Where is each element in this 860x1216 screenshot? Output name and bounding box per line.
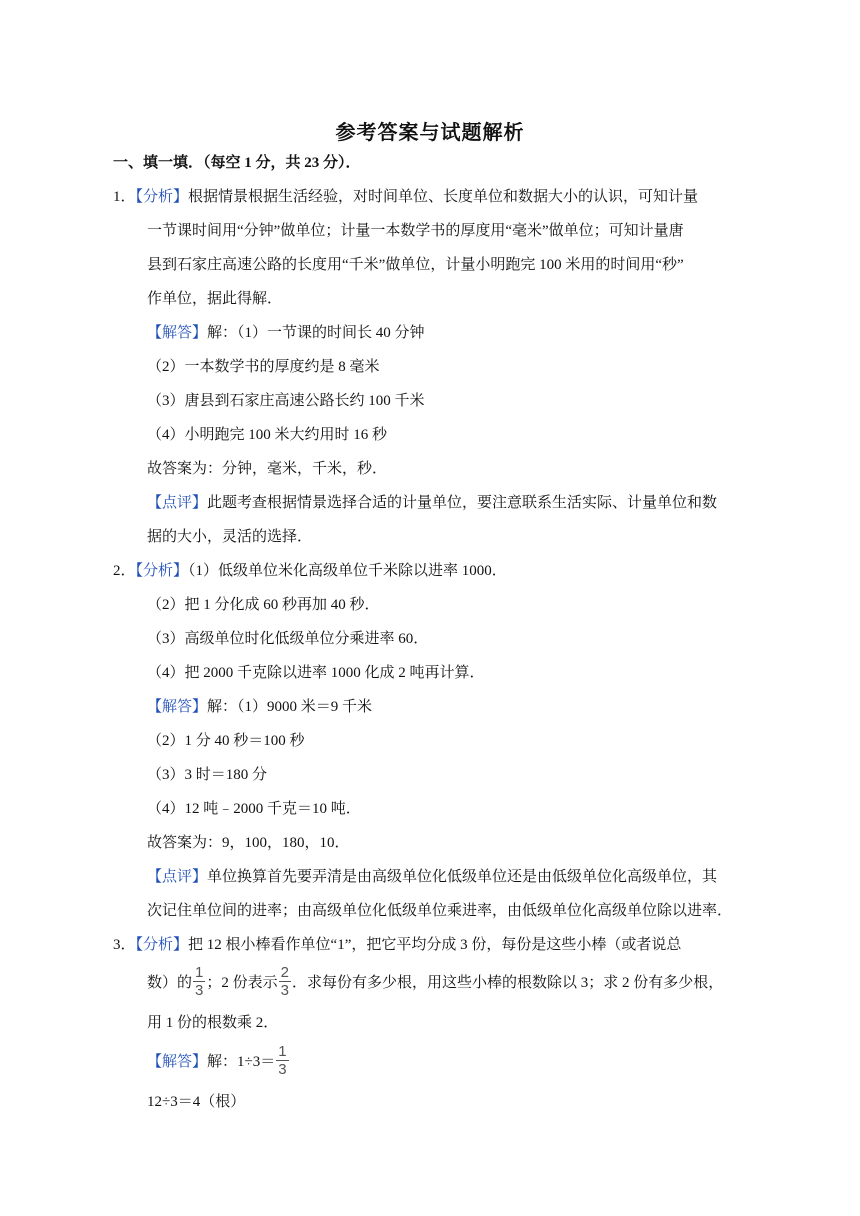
fraction-numerator: 1: [278, 1043, 287, 1061]
analysis-tag: 【分析】: [135, 189, 189, 205]
q3-line: [113, 935, 681, 955]
q3-analysis-2c: ．求每份有多少根，用这些小棒的根数除以 3；求 2 份有多少根，: [291, 975, 724, 991]
q3-answer-line: [147, 1042, 290, 1082]
q1-line: [113, 187, 698, 207]
q2-line: [113, 561, 507, 581]
q2-analysis-4: （4）把 2000 千克除以进率 1000 化成 2 吨再计算．: [147, 665, 485, 681]
q2-analysis-1: （1）低级单位米化高级单位千米除以进率 1000．: [188, 563, 507, 579]
q2-answer-4: （4）12 吨﹣2000 千克＝10 吨．: [147, 801, 361, 817]
answer-tag: 【解答】: [147, 699, 208, 715]
q1-comment-2: 据的大小，灵活的选择．: [147, 529, 313, 545]
q1-answer-5: 故答案为：分钟，毫米，千米，秒．: [147, 461, 388, 477]
q1-answer-line: [147, 323, 425, 343]
q1-answer-4: （4）小明跑完 100 米大约用时 16 秒: [147, 427, 388, 443]
q2-answer-3: （3）3 时＝180 分: [147, 767, 268, 783]
q1-number: 1．: [113, 189, 136, 205]
q2-comment-1: 单位换算首先要弄清是由高级单位化低级单位还是由低级单位化高级单位，其: [207, 869, 718, 885]
q2-answer-1: 解：（1）9000 米＝9 千米: [207, 699, 373, 715]
q3-answer-prefix: 解：1÷3＝: [207, 1054, 276, 1070]
q3-analysis-2a: 数）的: [147, 975, 193, 991]
q1-analysis-4: 作单位，据此得解．: [147, 291, 283, 307]
q2-comment-line: [147, 867, 717, 887]
q2-answer-line: [147, 697, 372, 717]
section-heading: 一、填一填．（每空 1 分，共 23 分）．: [113, 155, 361, 171]
fraction-denominator: 3: [278, 1061, 287, 1079]
q2-comment-2: 次记住单位间的进率；由高级单位化低级单位乘进率，由低级单位化高级单位除以进率．: [147, 903, 733, 919]
q3-last-line: 12÷3＝4（根）: [147, 1094, 246, 1110]
q3-analysis-3: 用 1 份的根数乘 2．: [147, 1015, 279, 1031]
fraction-one-third: [276, 1044, 288, 1077]
q1-analysis-1: 根据情景根据生活经验，对时间单位、长度单位和数据大小的认识，可知计量: [188, 189, 699, 205]
q1-answer-2: （2）一本数学书的厚度约是 8 毫米: [147, 359, 380, 375]
page-title: 参考答案与试题解析: [335, 122, 525, 144]
q3-number: 3．: [113, 937, 136, 953]
q1-comment-1: 此题考查根据情景选择合适的计量单位，要注意联系生活实际、计量单位和数: [207, 495, 718, 511]
fraction-one-third: [193, 965, 205, 998]
comment-tag: 【点评】: [147, 495, 208, 511]
q3-analysis-2b: ；2 份表示: [206, 975, 278, 991]
fraction-denominator: 3: [280, 982, 289, 1000]
q1-analysis-3: 县到石家庄高速公路的长度用“千米”做单位，计量小明跑完 100 米用的时间用“秒”: [147, 257, 684, 273]
q3-analysis-2: [147, 963, 723, 1003]
analysis-tag: 【分析】: [135, 937, 189, 953]
answer-tag: 【解答】: [147, 325, 208, 341]
answer-tag: 【解答】: [147, 1054, 208, 1070]
analysis-tag: 【分析】: [135, 563, 189, 579]
q2-analysis-2: （2）把 1 分化成 60 秒再加 40 秒．: [147, 597, 380, 613]
q2-number: 2．: [113, 563, 136, 579]
q3-analysis-1: 把 12 根小棒看作单位“1”，把它平均分成 3 份，每份是这些小棒（或者说总: [188, 937, 682, 953]
q2-answer-2: （2）1 分 40 秒＝100 秒: [147, 733, 305, 749]
fraction-denominator: 3: [195, 982, 204, 1000]
fraction-numerator: 2: [280, 964, 289, 982]
q2-analysis-3: （3）高级单位时化低级单位分乘进率 60．: [147, 631, 429, 647]
q2-answer-5: 故答案为：9，100，180，10．: [147, 835, 350, 851]
q1-analysis-2: 一节课时间用“分钟”做单位；计量一本数学书的厚度用“毫米”做单位；可知计量唐: [147, 223, 684, 239]
fraction-numerator: 1: [195, 964, 204, 982]
fraction-two-thirds: [279, 965, 291, 998]
q1-comment-line: [147, 493, 717, 513]
comment-tag: 【点评】: [147, 869, 208, 885]
q1-answer-1: 解：（1）一节课的时间长 40 分钟: [207, 325, 425, 341]
q1-answer-3: （3）唐县到石家庄高速公路长约 100 千米: [147, 393, 425, 409]
